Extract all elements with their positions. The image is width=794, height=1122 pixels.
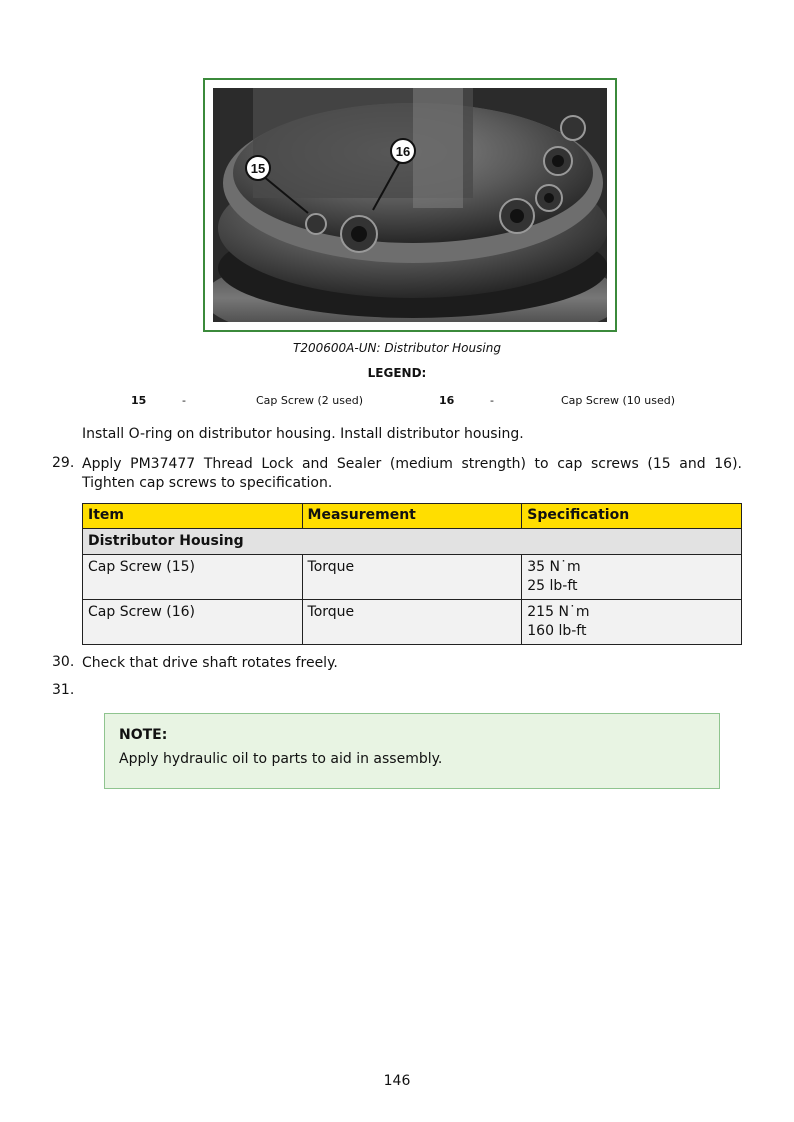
table-group-row — [83, 529, 742, 555]
callout-16 — [391, 139, 415, 163]
item-cell: Cap Screw (15) — [83, 555, 303, 600]
callout-15 — [246, 156, 270, 180]
note-title: NOTE: — [119, 727, 168, 743]
table-row — [83, 555, 742, 600]
step-number: 29. — [52, 455, 75, 471]
legend-number: 15 — [131, 394, 147, 407]
specification-table — [82, 503, 742, 645]
column-header-measurement: Measurement — [302, 504, 522, 529]
distributor-housing-photo — [213, 88, 607, 322]
spec-metric: 215 N˙m — [527, 604, 590, 620]
spec-imperial: 160 lb-ft — [527, 623, 587, 639]
column-header-item: Item — [83, 504, 303, 529]
step-number: 31. — [52, 682, 75, 698]
legend-title: LEGEND: — [367, 366, 427, 380]
page-number: 146 — [383, 1073, 411, 1089]
column-header-specification: Specification — [522, 504, 742, 529]
note-text: Apply hydraulic oil to parts to aid in assembly. — [119, 751, 443, 767]
note-box — [104, 713, 720, 789]
step-number: 30. — [52, 654, 75, 670]
svg-text:16: 16 — [395, 144, 411, 159]
svg-text:15: 15 — [250, 161, 266, 176]
legend-dash: - — [182, 394, 186, 407]
table-row — [83, 600, 742, 645]
spec-metric: 35 N˙m — [527, 559, 581, 575]
specification-cell — [522, 600, 742, 645]
legend-dash: - — [490, 394, 494, 407]
figure-frame — [203, 78, 617, 332]
legend-description: Cap Screw (10 used) — [561, 394, 676, 407]
item-cell: Cap Screw (16) — [83, 600, 303, 645]
figure-caption: T200600A-UN: Distributor Housing — [293, 341, 501, 355]
legend-number: 16 — [439, 394, 455, 407]
measurement-cell: Torque — [302, 600, 522, 645]
spec-imperial: 25 lb-ft — [527, 578, 578, 594]
specification-cell — [522, 555, 742, 600]
intro-paragraph: Install O-ring on distributor housing. Install distributor housing. — [82, 426, 524, 442]
step-text: Apply PM37477 Thread Lock and Sealer (medium strength) to cap screws (15 and 16). Tighten cap screws to specification. — [82, 456, 742, 491]
legend-description: Cap Screw (2 used) — [256, 394, 364, 407]
measurement-cell: Torque — [302, 555, 522, 600]
group-label: Distributor Housing — [83, 529, 742, 555]
step-text: Check that drive shaft rotates freely. — [82, 655, 338, 671]
table-header-row — [83, 504, 742, 529]
